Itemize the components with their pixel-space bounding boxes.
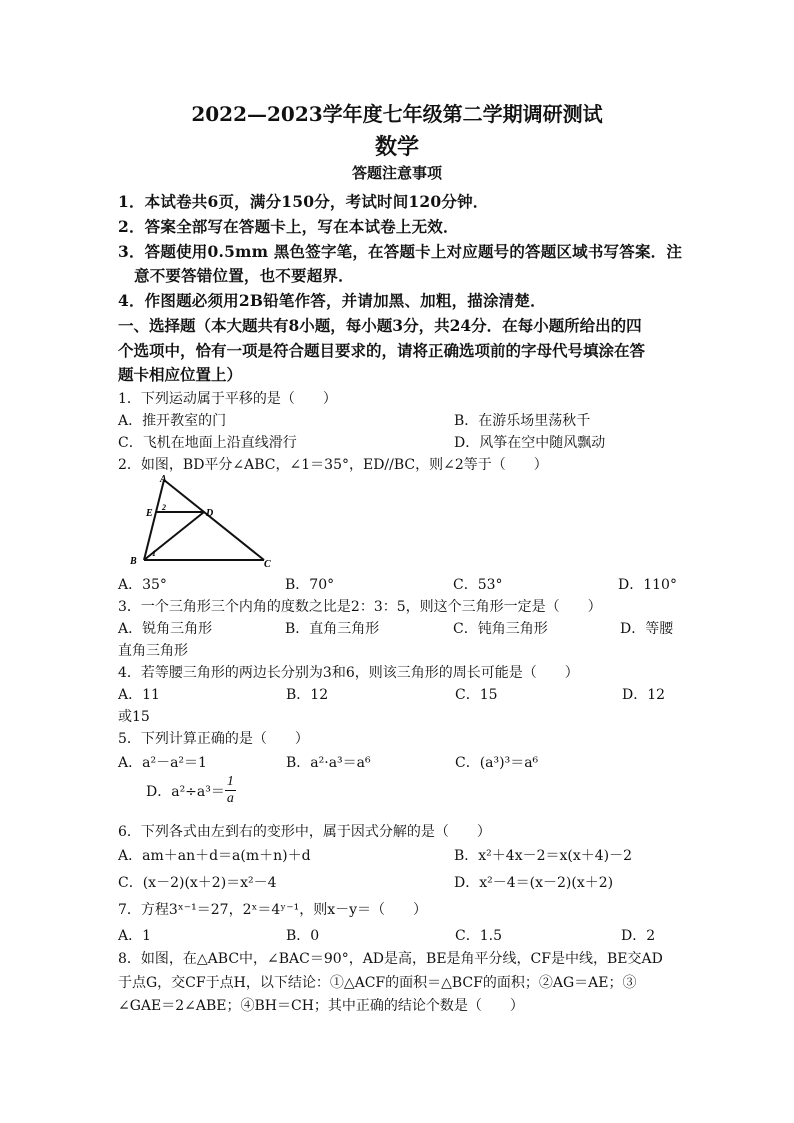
label-angle-2: 2 — [162, 503, 166, 512]
notice-3-cont: 意不要答错位置，也不要超界． — [134, 266, 354, 285]
q1-stem: 1．下列运动属于平移的是（ ） — [118, 391, 337, 407]
q2-stem: 2．如图，BD平分∠ABC，∠1＝35°，ED//BC，则∠2等于（ ） — [118, 457, 548, 473]
q2-option-d: D．110° — [618, 577, 677, 593]
notice-2: 2．答案全部写在答题卡上，写在本试卷上无效． — [118, 217, 459, 236]
label-b: B — [130, 556, 137, 567]
q7-option-d: D．2 — [621, 928, 656, 944]
q7-option-c: C．1.5 — [455, 928, 502, 944]
q3-stem: 3．一个三角形三个内角的度数之比是2：3：5，则这个三角形一定是（ ） — [118, 599, 602, 615]
q4-option-d-cont: 或15 — [118, 709, 150, 725]
notice-title: 答题注意事项 — [351, 164, 442, 182]
q4-option-c: C．15 — [455, 687, 498, 703]
label-e: E — [146, 508, 153, 519]
q1-option-a: A．推开教室的门 — [118, 413, 227, 429]
q7-option-a: A．1 — [118, 928, 152, 944]
fraction-numerator: 1 — [226, 774, 234, 789]
notice-3: 3．答题使用0.5mm 黑色签字笔，在答题卡上对应题号的答题区域书写答案．注 — [118, 242, 683, 261]
q6-stem: 6．下列各式由左到右的变形中，属于因式分解的是（ ） — [118, 824, 491, 840]
q7-option-b: B．0 — [286, 928, 320, 944]
q1-option-b: B．在游乐场里荡秋千 — [454, 413, 591, 429]
q3-option-d-cont: 直角三角形 — [118, 643, 188, 659]
label-a: A — [160, 474, 167, 485]
label-d: D — [206, 508, 214, 519]
q1-option-c: C．飞机在地面上沿直线滑行 — [118, 435, 297, 451]
q5-option-b: B．a²·a³＝a⁶ — [286, 755, 371, 771]
q3-option-c: C．钝角三角形 — [453, 621, 548, 637]
exam-title: 2022—2023学年度七年级第二学期调研测试 — [191, 102, 603, 126]
q4-option-d: D．12 — [622, 687, 666, 703]
q4-option-a: A．11 — [118, 687, 160, 703]
label-c: C — [264, 559, 271, 570]
q8-line-2: 于点G，交CF于点H，以下结论：①△ACF的面积＝△BCF的面积；②AG＝AE；③ — [118, 975, 637, 991]
q4-stem: 4．若等腰三角形的两边长分别为3和6，则该三角形的周长可能是（ ） — [118, 665, 579, 681]
q2-option-a: A．35° — [118, 577, 167, 593]
q5-stem: 5．下列计算正确的是（ ） — [118, 731, 309, 747]
q2-option-b: B．70° — [285, 577, 335, 593]
notice-4: 4．作图题必须用2B铅笔作答，并请加黑、加粗，描涂清楚． — [118, 291, 546, 310]
q2-option-c: C．53° — [453, 577, 503, 593]
q3-option-b: B．直角三角形 — [285, 621, 380, 637]
segment-ab — [144, 480, 164, 560]
q5-option-d-prefix: D．a²÷a³＝ — [146, 783, 225, 800]
q5-option-d — [146, 774, 236, 807]
section-1-line-1: 一、选择题（本大题共有8小题，每小题3分，共24分．在每小题所给出的四 — [118, 316, 642, 335]
label-angle-1: 1 — [152, 549, 156, 558]
q7-stem: 7．方程3ˣ⁻¹＝27，2ˣ＝4ʸ⁻¹，则x－y＝（ ） — [118, 902, 428, 918]
fraction-denominator: a — [226, 791, 234, 806]
q8-line-3: ∠GAE＝2∠ABE；④BH＝CH；其中正确的结论个数是（ ） — [118, 998, 524, 1014]
q6-option-b: B．x²＋4x－2＝x(x＋4)－2 — [454, 848, 633, 864]
segment-ac — [164, 480, 264, 560]
q6-option-a: A．am＋an＋d＝a(m＋n)＋d — [118, 848, 311, 864]
q4-option-b: B．12 — [286, 687, 329, 703]
q6-option-c: C．(x－2)(x＋2)＝x²－4 — [118, 875, 277, 891]
q5-option-c: C．(a³)³＝a⁶ — [455, 755, 539, 771]
q1-option-d: D．风筝在空中随风飘动 — [454, 435, 606, 451]
q3-option-d: D．等腰 — [620, 621, 674, 637]
q6-option-d: D．x²－4＝(x－2)(x＋2) — [454, 875, 614, 891]
q5-option-a: A．a²－a²＝1 — [118, 755, 207, 771]
section-1-line-3: 题卡相应位置上） — [118, 365, 243, 384]
notice-1: 1．本试卷共6页，满分150分，考试时间120分钟． — [118, 192, 489, 211]
q2-triangle-figure — [126, 474, 276, 570]
section-1-line-2: 个选项中，恰有一项是符合题目要求的，请将正确选项前的字母代号填涂在答 — [118, 341, 646, 360]
q5-option-d-fraction — [225, 774, 236, 807]
subject-title: 数学 — [374, 134, 419, 160]
q8-line-1: 8．如图，在△ABC中，∠BAC＝90°，AD是高，BE是角平分线，CF是中线，BE交AD — [118, 951, 663, 967]
q3-option-a: A．锐角三角形 — [118, 621, 213, 637]
